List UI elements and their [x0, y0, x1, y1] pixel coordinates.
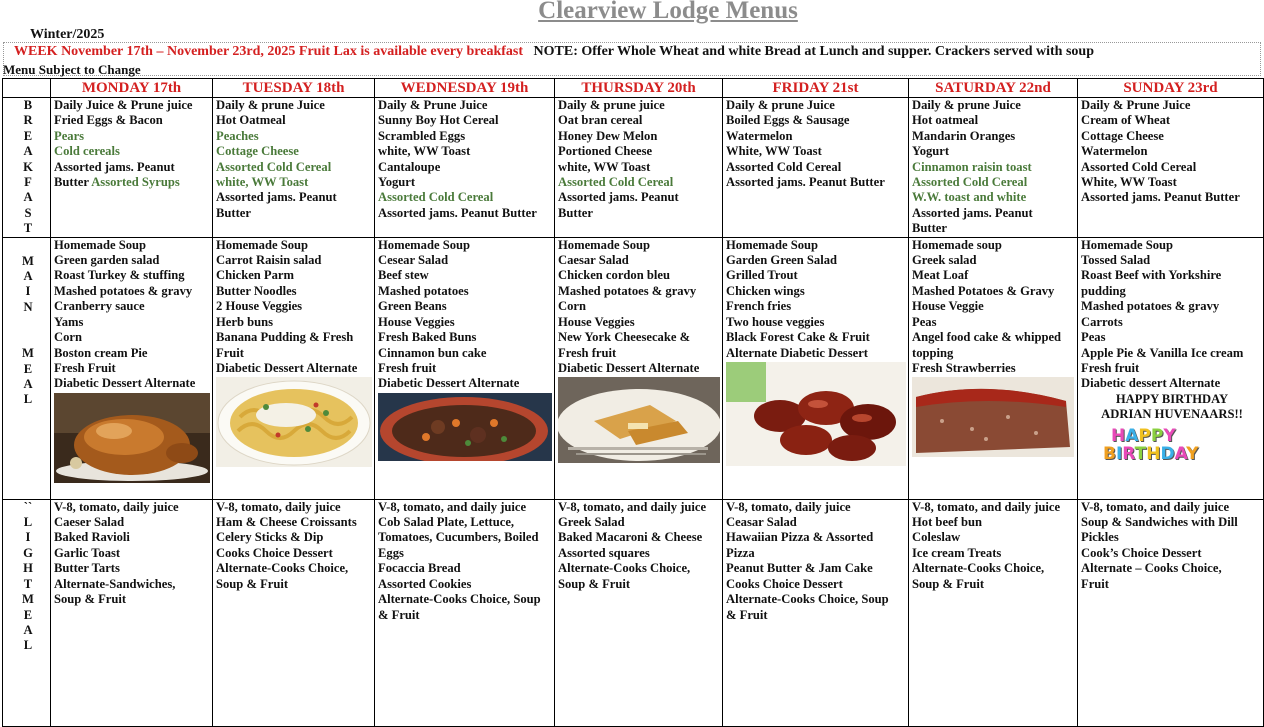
light-item: Hot beef bun — [912, 515, 982, 530]
main-item: Diabetic Dessert Alternate — [54, 376, 196, 391]
light-meal-cell — [51, 499, 213, 726]
breakfast-label — [3, 98, 51, 238]
main-item: Mashed potatoes & gravy — [54, 283, 193, 298]
main-item: Peas — [912, 314, 937, 329]
light-item: Eggs — [378, 545, 404, 560]
side-letter: H — [23, 561, 33, 576]
light-item: Cooks Choice Dessert — [726, 576, 843, 591]
main-item: Grilled Trout — [726, 268, 798, 283]
main-item: Mashed potatoes & gravy — [558, 283, 697, 298]
breakfast-item: Daily & Prune Juice — [1081, 98, 1191, 112]
subject-to-change: Menu Subject to Change — [3, 62, 141, 77]
light-item: Alternate-Cooks Choice, — [558, 561, 691, 576]
main-item: New York Cheesecake & — [558, 330, 691, 345]
light-item: Soup & Fruit — [558, 576, 631, 591]
bread-note: NOTE: Offer Whole Wheat and white Bread at Lunch and supper. Crackers served with soup — [533, 44, 1094, 59]
light-item: Baked Macaroni & Cheese — [558, 530, 703, 545]
side-letter: `` — [23, 499, 33, 514]
main-item: Fresh Fruit — [54, 360, 116, 375]
breakfast-item: Assorted jams. Peanut Butter — [1081, 190, 1240, 205]
light-item: Soup & Fruit — [54, 592, 127, 607]
page-title: Clearview Lodge Menus — [538, 0, 798, 24]
light-meal-cell — [555, 499, 723, 726]
main-item: Diabetic Dessert Alternate — [216, 360, 358, 375]
light-item: V-8, tomato, and daily juice — [378, 499, 527, 514]
beef-stew-photo — [378, 393, 552, 461]
happy-birthday-graphic — [1103, 427, 1263, 463]
breakfast-item: Mandarin Oranges — [912, 128, 1016, 143]
breakfast-item: Peaches — [216, 128, 259, 143]
light-item: Ice cream Treats — [912, 545, 1002, 560]
main-item: Caesar Salad — [558, 253, 629, 268]
side-letter: G — [23, 545, 33, 560]
breakfast-item: Assorted jams. Peanut — [54, 159, 175, 174]
breakfast-item: Cottage Cheese — [1081, 128, 1164, 143]
main-item: Diabetic Dessert Alternate — [558, 360, 700, 375]
side-letter: E — [23, 128, 33, 143]
main-meal-label — [3, 237, 51, 499]
breakfast-item: Butter — [216, 205, 251, 220]
breakfast-item: Assorted Cold Cereal — [216, 159, 332, 174]
breakfast-item: Assorted Cold Cereal — [1081, 159, 1197, 174]
side-letter: L — [23, 638, 33, 653]
light-item: Tomatoes, Cucumbers, Boiled — [378, 530, 539, 545]
light-item: Focaccia Bread — [378, 561, 461, 576]
day-header-row — [3, 79, 1264, 98]
side-letter: T — [23, 576, 33, 591]
side-letter: N — [23, 299, 33, 314]
light-item: V-8, tomato, and daily juice — [912, 499, 1061, 514]
breakfast-item: Daily Juice & Prune juice — [54, 98, 193, 112]
main-item: Apple Pie & Vanilla Ice cream — [1081, 345, 1244, 360]
light-item: Assorted Cookies — [378, 576, 472, 591]
side-letter: M — [22, 253, 34, 268]
breakfast-item: Watermelon — [726, 128, 793, 143]
side-letter: A — [23, 376, 33, 391]
breakfast-item: Butter — [912, 221, 947, 236]
main-item: Homemade Soup — [216, 237, 309, 252]
light-item: Fruit — [1081, 576, 1109, 591]
main-item: Homemade Soup — [726, 237, 819, 252]
side-letter: T — [23, 221, 33, 236]
light-item: Ham & Cheese Croissants — [216, 515, 357, 530]
breakfast-item: W.W. toast and white — [912, 190, 1027, 205]
main-item: Mashed Potatoes & Gravy — [912, 283, 1055, 298]
main-meal-cell — [555, 237, 723, 499]
light-item: V-8, tomato, and daily juice — [1081, 499, 1230, 514]
chicken-wings-photo — [726, 362, 906, 466]
light-item: Alternate-Cooks Choice, — [216, 561, 349, 576]
main-item: Yams — [54, 314, 84, 329]
light-item: Hawaiian Pizza & Assorted — [726, 530, 874, 545]
meat-loaf-photo — [912, 377, 1074, 457]
main-item: Corn — [558, 299, 586, 314]
breakfast-item: Cantaloupe — [378, 159, 441, 174]
light-meal-cell — [213, 499, 375, 726]
light-item: Soup & Sandwiches with Dill — [1081, 515, 1238, 530]
breakfast-item: Sunny Boy Hot Cereal — [378, 113, 499, 128]
main-item: Cesear Salad — [378, 253, 449, 268]
main-item: House Veggie — [912, 299, 984, 314]
light-item: Cob Salad Plate, Lettuce, — [378, 515, 515, 530]
breakfast-item: Yogurt — [378, 175, 416, 190]
breakfast-item: White, WW Toast — [1081, 175, 1177, 190]
main-item: Fresh Baked Buns — [378, 330, 477, 345]
side-letter — [6, 315, 50, 330]
light-item: Soup & Fruit — [912, 576, 985, 591]
light-item: Alternate – Cooks Choice, — [1081, 561, 1222, 576]
breakfast-cell — [375, 98, 555, 238]
season-label: Winter/2025 — [30, 27, 105, 42]
main-meal-row — [3, 237, 1264, 499]
light-item: Pickles — [1081, 530, 1119, 545]
main-item: French fries — [726, 299, 792, 314]
breakfast-cell — [555, 98, 723, 238]
day-header-monday: MONDAY 17th — [51, 79, 213, 98]
main-item: Angel food cake & whipped — [912, 330, 1062, 345]
light-item: Alternate-Sandwiches, — [54, 576, 176, 591]
light-item: Baked Ravioli — [54, 530, 130, 545]
cordon-bleu-photo — [558, 377, 720, 463]
breakfast-item: Assorted jams. Peanut — [558, 190, 679, 205]
main-item: Roast Turkey & stuffing — [54, 268, 185, 283]
main-item: pudding — [1081, 283, 1126, 298]
light-item: V-8, tomato, daily juice — [726, 499, 851, 514]
breakfast-item: white, WW Toast — [558, 159, 651, 174]
main-item: Chicken wings — [726, 283, 805, 298]
main-item: Mashed potatoes & gravy — [1081, 299, 1220, 314]
light-meal-row — [3, 499, 1264, 726]
light-item: Alternate-Cooks Choice, Soup — [726, 592, 889, 607]
light-item: Greek Salad — [558, 515, 625, 530]
main-item: Carrot Raisin salad — [216, 253, 322, 268]
main-item: topping — [912, 345, 954, 360]
breakfast-item: Fried Eggs & Bacon — [54, 113, 163, 128]
main-item: Homemade soup — [912, 237, 1002, 252]
light-item: Caeser Salad — [54, 515, 125, 530]
side-letter: M — [22, 346, 34, 361]
breakfast-item: Assorted Cold Cereal — [726, 159, 842, 174]
main-meal-cell — [51, 237, 213, 499]
breakfast-item: Pears — [54, 128, 85, 143]
main-item: 2 House Veggies — [216, 299, 303, 314]
main-meal-cell — [375, 237, 555, 499]
breakfast-item: Yogurt — [912, 144, 950, 159]
week-notice-box — [3, 42, 1261, 76]
main-item: Greek salad — [912, 253, 977, 268]
weekly-menu-table — [2, 78, 1264, 727]
light-item: Pizza — [726, 545, 755, 560]
breakfast-item: Hot Oatmeal — [216, 113, 286, 128]
light-item: Assorted squares — [558, 545, 650, 560]
breakfast-item: Butter — [558, 205, 593, 220]
main-item: Two house veggies — [726, 314, 825, 329]
main-item: Garden Green Salad — [726, 253, 838, 268]
breakfast-cell — [723, 98, 909, 238]
light-item: Ceasar Salad — [726, 515, 797, 530]
breakfast-item: Assorted jams. Peanut — [216, 190, 337, 205]
light-item: Celery Sticks & Dip — [216, 530, 324, 545]
birthday-message: ADRIAN HUVENAARS!! — [1101, 407, 1243, 422]
side-letter: I — [25, 530, 31, 545]
breakfast-item: Cottage Cheese — [216, 144, 299, 159]
main-item: Fruit — [216, 345, 244, 360]
breakfast-item: Assorted Cold Cereal — [378, 190, 494, 205]
main-item: Corn — [54, 330, 82, 345]
side-letter: E — [23, 607, 33, 622]
side-letter: M — [22, 592, 34, 607]
light-item: Garlic Toast — [54, 545, 121, 560]
main-item: Carrots — [1081, 314, 1123, 329]
main-item: Diabetic Dessert Alternate — [378, 376, 520, 391]
main-item: Homemade Soup — [54, 237, 147, 252]
main-item: Roast Beef with Yorkshire — [1081, 268, 1222, 283]
main-item: Black Forest Cake & Fruit — [726, 330, 870, 345]
light-item: Peanut Butter & Jam Cake — [726, 561, 873, 576]
light-item: Cook’s Choice Dessert — [1081, 545, 1202, 560]
breakfast-cell — [213, 98, 375, 238]
breakfast-item: Assorted jams. Peanut — [912, 205, 1033, 220]
breakfast-item: Daily & prune juice — [558, 98, 665, 112]
main-item: Banana Pudding & Fresh — [216, 330, 354, 345]
main-item: Fresh fruit — [1081, 360, 1140, 375]
main-item: Homemade Soup — [1081, 237, 1174, 252]
week-notice: WEEK November 17th – November 23rd, 2025 Fruit Lax is available every breakfast — [14, 44, 524, 59]
day-header-sunday: SUNDAY 23rd — [1078, 79, 1264, 98]
main-item: House Veggies — [378, 314, 455, 329]
main-item: House Veggies — [558, 314, 635, 329]
breakfast-item: Assorted Cold Cereal — [912, 175, 1028, 190]
main-item: Fresh fruit — [378, 360, 437, 375]
birthday-graphic-word: BIRTHDAY — [1103, 443, 1199, 464]
chicken-pasta-photo — [216, 377, 372, 467]
breakfast-cell — [909, 98, 1078, 238]
roast-turkey-photo — [54, 393, 210, 483]
birthday-graphic-word: HAPPY — [1111, 425, 1176, 446]
light-meal-cell — [909, 499, 1078, 726]
breakfast-item: white, WW Toast — [378, 144, 471, 159]
breakfast-item: Scrambled Eggs — [378, 128, 466, 143]
side-letter: A — [23, 269, 33, 284]
item-part: Assorted Syrups — [91, 175, 180, 190]
day-header-friday: FRIDAY 21st — [723, 79, 909, 98]
main-item: Meat Loaf — [912, 268, 969, 283]
light-meal-cell — [723, 499, 909, 726]
side-letter — [6, 331, 50, 346]
breakfast-item — [54, 175, 212, 190]
light-item: V-8, tomato, daily juice — [54, 499, 179, 514]
main-item: Chicken Parm — [216, 268, 295, 283]
light-item: V-8, tomato, daily juice — [216, 499, 341, 514]
main-item: Herb buns — [216, 314, 274, 329]
light-item: Soup & Fruit — [216, 576, 289, 591]
breakfast-cell — [1078, 98, 1264, 238]
breakfast-item: Assorted jams. Peanut Butter — [378, 205, 537, 220]
side-letter: B — [23, 98, 33, 112]
side-letter: K — [23, 159, 33, 174]
light-item: Coleslaw — [912, 530, 961, 545]
main-item: Homemade Soup — [558, 237, 651, 252]
breakfast-item: Portioned Cheese — [558, 144, 653, 159]
light-item: Cooks Choice Dessert — [216, 545, 333, 560]
light-item: Butter Tarts — [54, 561, 120, 576]
breakfast-item: Oat bran cereal — [558, 113, 643, 128]
birthday-message: HAPPY BIRTHDAY — [1115, 391, 1229, 406]
main-item: Alternate Diabetic Dessert — [726, 345, 868, 360]
breakfast-item: Watermelon — [1081, 144, 1148, 159]
light-item: V-8, tomato, and daily juice — [558, 499, 707, 514]
breakfast-item: white, WW Toast — [216, 175, 309, 190]
main-item: Tossed Salad — [1081, 253, 1151, 268]
main-item: Peas — [1081, 330, 1106, 345]
light-item: Alternate-Cooks Choice, — [912, 561, 1045, 576]
light-meal-cell — [375, 499, 555, 726]
main-meal-cell — [1078, 237, 1264, 499]
main-item: Cinnamon bun cake — [378, 345, 487, 360]
breakfast-item: White, WW Toast — [726, 144, 822, 159]
breakfast-item: Assorted Cold Cereal — [558, 175, 674, 190]
side-letter: L — [23, 392, 33, 407]
main-meal-cell — [723, 237, 909, 499]
item-part: Butter — [54, 175, 92, 190]
breakfast-item: Daily & prune Juice — [726, 98, 835, 112]
main-item: Fresh Strawberries — [912, 360, 1016, 375]
light-item: & Fruit — [726, 607, 768, 622]
breakfast-item: Cream of Wheat — [1081, 113, 1171, 128]
side-letter: S — [24, 205, 32, 220]
corner-cell — [3, 79, 51, 98]
main-item: Beef stew — [378, 268, 429, 283]
main-item: Cranberry sauce — [54, 299, 145, 314]
light-item: & Fruit — [378, 607, 420, 622]
main-item: Chicken cordon bleu — [558, 268, 670, 283]
side-letter: A — [23, 622, 33, 637]
side-letter: A — [23, 144, 33, 159]
breakfast-item: Boiled Eggs & Sausage — [726, 113, 850, 128]
breakfast-item: Honey Dew Melon — [558, 128, 658, 143]
main-item: Green garden salad — [54, 253, 160, 268]
main-item: Fresh fruit — [558, 345, 617, 360]
breakfast-item: Cinnamon raisin toast — [912, 159, 1032, 174]
side-letter: I — [25, 284, 31, 299]
side-letter: A — [23, 190, 33, 205]
breakfast-item: Cold cereals — [54, 144, 120, 159]
breakfast-item: Hot oatmeal — [912, 113, 979, 128]
breakfast-item: Daily & Prune Juice — [378, 98, 488, 112]
side-letter: R — [23, 113, 33, 128]
light-item: Alternate-Cooks Choice, Soup — [378, 592, 541, 607]
main-item: Butter Noodles — [216, 283, 297, 298]
breakfast-row — [3, 98, 1264, 238]
day-header-wednesday: WEDNESDAY 19th — [375, 79, 555, 98]
light-meal-label — [3, 499, 51, 726]
main-item: Green Beans — [378, 299, 447, 314]
main-item: Boston cream Pie — [54, 345, 148, 360]
side-letter: E — [23, 361, 33, 376]
day-header-thursday: THURSDAY 20th — [555, 79, 723, 98]
breakfast-item: Assorted jams. Peanut Butter — [726, 175, 885, 190]
breakfast-item: Daily & prune Juice — [912, 98, 1021, 112]
day-header-tuesday: TUESDAY 18th — [213, 79, 375, 98]
breakfast-item: Daily & prune Juice — [216, 98, 325, 112]
breakfast-cell — [51, 98, 213, 238]
light-meal-cell — [1078, 499, 1264, 726]
main-item: Mashed potatoes — [378, 283, 469, 298]
side-letter: L — [23, 515, 33, 530]
side-letter: F — [24, 175, 32, 190]
main-meal-cell — [213, 237, 375, 499]
main-item: Diabetic dessert Alternate — [1081, 376, 1221, 391]
day-header-saturday: SATURDAY 22nd — [909, 79, 1078, 98]
main-item: Homemade Soup — [378, 237, 471, 252]
main-meal-cell — [909, 237, 1078, 499]
